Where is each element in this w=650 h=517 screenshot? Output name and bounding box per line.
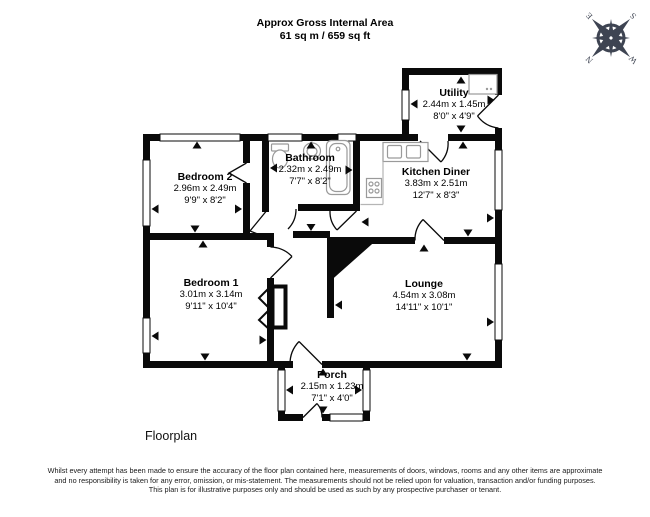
window-bedroom2-top (160, 134, 240, 141)
compass-rose (562, 0, 650, 88)
gross-area-title: Approx Gross Internal Area (256, 17, 394, 29)
window-utility-left (402, 90, 409, 120)
window-porch-right (363, 370, 370, 411)
room-size-imperial: 8'0" x 4'9" (433, 110, 475, 122)
window-kitchen-right (495, 150, 502, 210)
room-size-imperial: 9'9" x 8'2" (184, 194, 226, 206)
room-size-metric: 3.83m x 2.51m (404, 178, 468, 189)
door-front (290, 342, 322, 365)
room-size-metric: 2.44m x 1.45m (422, 99, 486, 110)
room-name: Lounge (405, 278, 443, 290)
room-size-imperial: 7'7" x 8'2" (289, 175, 331, 187)
room-name: Porch (317, 369, 347, 381)
room-label-bedroom1 (180, 277, 243, 312)
room-name: Bedroom 1 (183, 277, 239, 289)
room-size-metric: 2.15m x 1.23m (300, 381, 364, 392)
room-size-metric: 2.96m x 2.49m (173, 183, 237, 194)
room-name: Bathroom (285, 152, 335, 164)
room-label-kitchen-diner (402, 166, 470, 201)
disclaimer-text: Whilst every attempt has been made to ensure the accuracy of the floor plan contained here, measurements of doors, windows, rooms and any other items are approximate and no responsibility is taken for any error, omission, or mis-statement. The measurements should not be relied upon for valuation, transaction and/or funding purposes. This plan is for illustrative purposes only and should be used as such by any prospective purchaser or tenant. (47, 466, 603, 495)
compass-e-label: E (583, 10, 595, 22)
room-label-bathroom (279, 152, 342, 187)
wardrobe (273, 287, 286, 328)
compass-w-label: W (626, 53, 640, 67)
page-title (0, 17, 650, 43)
door-porch (303, 404, 322, 418)
room-name: Kitchen Diner (401, 166, 471, 178)
room-label-bedroom2 (174, 171, 237, 206)
room-label-porch (301, 369, 364, 404)
gross-area-value: 61 sq m / 659 sq ft (279, 30, 371, 42)
room-size-imperial: 12'7" x 8'3" (412, 189, 460, 201)
room-label-utility (423, 87, 486, 122)
compass-s-label: S (627, 10, 639, 22)
hob-icon (367, 179, 382, 198)
room-name: Utility (439, 87, 469, 99)
kitchen-sink-icon (383, 143, 428, 162)
window-bathroom-top (268, 134, 302, 141)
room-size-metric: 2.32m x 2.49m (278, 164, 342, 175)
window-bedroom2-left (143, 160, 150, 226)
lounge-angled-wall (327, 237, 380, 284)
window-porch-left (278, 370, 285, 411)
door-kitchen (415, 220, 444, 241)
compass-n-label: N (583, 54, 595, 66)
room-size-imperial: 14'11" x 10'1" (395, 301, 453, 313)
room-size-metric: 3.01m x 3.14m (179, 289, 243, 300)
room-size-metric: 4.54m x 3.08m (392, 290, 456, 301)
room-size-imperial: 7'1" x 4'0" (311, 392, 353, 404)
floorplan-caption: Floorplan (145, 429, 198, 443)
room-name: Bedroom 2 (177, 171, 233, 183)
room-size-imperial: 9'11" x 10'4" (185, 300, 237, 312)
door-hall-kitchen (330, 211, 357, 230)
door-bedroom1 (271, 247, 293, 278)
window-lounge-right (495, 264, 502, 340)
room-label-lounge (393, 278, 456, 313)
window-porch-bottom (330, 414, 363, 421)
window-bedroom1-left (143, 318, 150, 353)
